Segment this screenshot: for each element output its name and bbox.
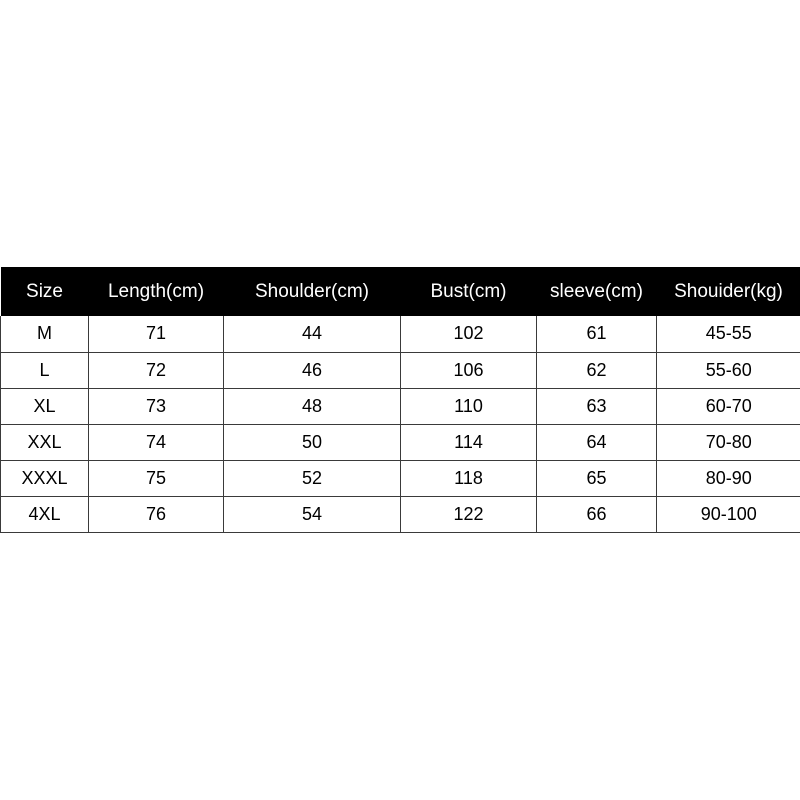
cell-length: 74 xyxy=(89,424,224,460)
cell-weight: 55-60 xyxy=(657,352,800,388)
cell-size: XXXL xyxy=(1,460,89,496)
cell-bust: 118 xyxy=(401,460,537,496)
cell-sleeve: 62 xyxy=(537,352,657,388)
header-cell-weight: Shouider(kg) xyxy=(657,267,800,316)
cell-shoulder: 44 xyxy=(224,316,401,352)
table-row xyxy=(1,388,800,424)
cell-shoulder: 48 xyxy=(224,388,401,424)
header-cell-bust: Bust(cm) xyxy=(401,267,537,316)
cell-shoulder: 52 xyxy=(224,460,401,496)
cell-sleeve: 66 xyxy=(537,496,657,532)
cell-length: 76 xyxy=(89,496,224,532)
table-row xyxy=(1,352,800,388)
cell-bust: 122 xyxy=(401,496,537,532)
cell-length: 73 xyxy=(89,388,224,424)
cell-size: L xyxy=(1,352,89,388)
cell-weight: 80-90 xyxy=(657,460,800,496)
cell-shoulder: 46 xyxy=(224,352,401,388)
cell-size: XL xyxy=(1,388,89,424)
cell-length: 72 xyxy=(89,352,224,388)
table-row xyxy=(1,460,800,496)
cell-sleeve: 61 xyxy=(537,316,657,352)
header-cell-shoulder: Shoulder(cm) xyxy=(224,267,401,316)
cell-sleeve: 64 xyxy=(537,424,657,460)
size-chart-table xyxy=(0,267,800,533)
header-cell-size: Size xyxy=(1,267,89,316)
cell-bust: 106 xyxy=(401,352,537,388)
cell-weight: 70-80 xyxy=(657,424,800,460)
cell-size: XXL xyxy=(1,424,89,460)
cell-weight: 90-100 xyxy=(657,496,800,532)
table-row xyxy=(1,424,800,460)
cell-length: 71 xyxy=(89,316,224,352)
cell-bust: 114 xyxy=(401,424,537,460)
cell-length: 75 xyxy=(89,460,224,496)
table-row xyxy=(1,316,800,352)
cell-sleeve: 65 xyxy=(537,460,657,496)
cell-size: M xyxy=(1,316,89,352)
cell-weight: 45-55 xyxy=(657,316,800,352)
header-row xyxy=(1,267,800,316)
header-cell-length: Length(cm) xyxy=(89,267,224,316)
cell-size: 4XL xyxy=(1,496,89,532)
cell-bust: 110 xyxy=(401,388,537,424)
table-row xyxy=(1,496,800,532)
header-cell-sleeve: sleeve(cm) xyxy=(537,267,657,316)
cell-weight: 60-70 xyxy=(657,388,800,424)
cell-bust: 102 xyxy=(401,316,537,352)
cell-shoulder: 50 xyxy=(224,424,401,460)
cell-shoulder: 54 xyxy=(224,496,401,532)
cell-sleeve: 63 xyxy=(537,388,657,424)
